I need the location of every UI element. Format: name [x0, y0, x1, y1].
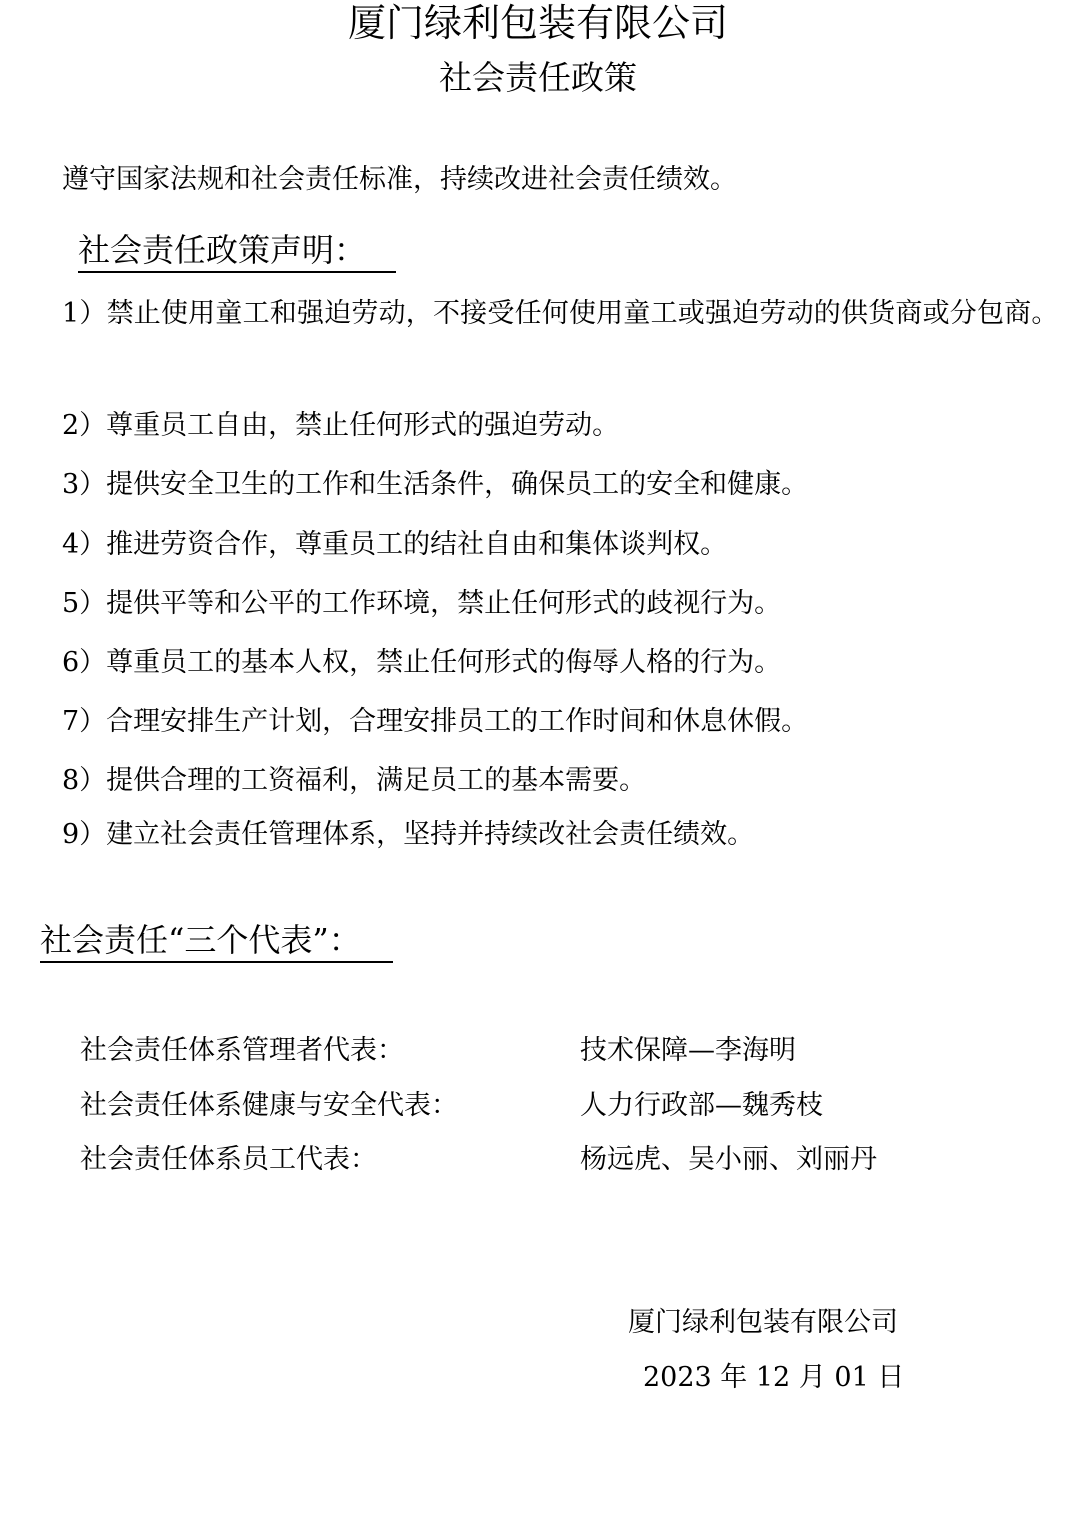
signature-date: 2023 年 12 月 01 日 — [643, 1362, 905, 1393]
representatives-heading: 社会责任“三个代表”： — [40, 920, 393, 963]
company-title: 厦门绿利包装有限公司 — [347, 1, 728, 45]
statement-item: 4）推进劳资合作，尊重员工的结社自由和集体谈判权。 — [62, 529, 728, 560]
rep-person-employee: 杨远虎、吴小丽、刘丽丹 — [580, 1144, 877, 1175]
statement-item: 8）提供合理的工资福利，满足员工的基本需要。 — [62, 765, 647, 796]
statement-item: 2）尊重员工自由，禁止任何形式的强迫劳动。 — [62, 410, 620, 441]
statement-item: 1）禁止使用童工和强迫劳动，不接受任何使用童工或强迫劳动的供货商或分包商。 — [62, 298, 1059, 329]
statement-item: 6）尊重员工的基本人权，禁止任何形式的侮辱人格的行为。 — [62, 647, 782, 678]
statement-item: 5）提供平等和公平的工作环境，禁止任何形式的歧视行为。 — [62, 588, 782, 619]
policy-intro: 遵守国家法规和社会责任标准，持续改进社会责任绩效。 — [62, 164, 737, 195]
rep-person-health-safety: 人力行政部—魏秀枝 — [580, 1090, 823, 1121]
statement-heading: 社会责任政策声明： — [78, 230, 396, 273]
policy-title: 社会责任政策 — [439, 58, 637, 97]
rep-role-employee: 社会责任体系员工代表： — [80, 1144, 377, 1175]
statement-item: 7）合理安排生产计划，合理安排员工的工作时间和休息休假。 — [62, 706, 809, 737]
statement-item: 9）建立社会责任管理体系，坚持并持续改社会责任绩效。 — [62, 819, 755, 850]
rep-person-management: 技术保障—李海明 — [580, 1035, 796, 1066]
statement-item: 3）提供安全卫生的工作和生活条件，确保员工的安全和健康。 — [62, 469, 809, 500]
signature-company: 厦门绿利包装有限公司 — [628, 1307, 898, 1338]
rep-role-health-safety: 社会责任体系健康与安全代表： — [80, 1090, 458, 1121]
rep-role-management: 社会责任体系管理者代表： — [80, 1035, 404, 1066]
